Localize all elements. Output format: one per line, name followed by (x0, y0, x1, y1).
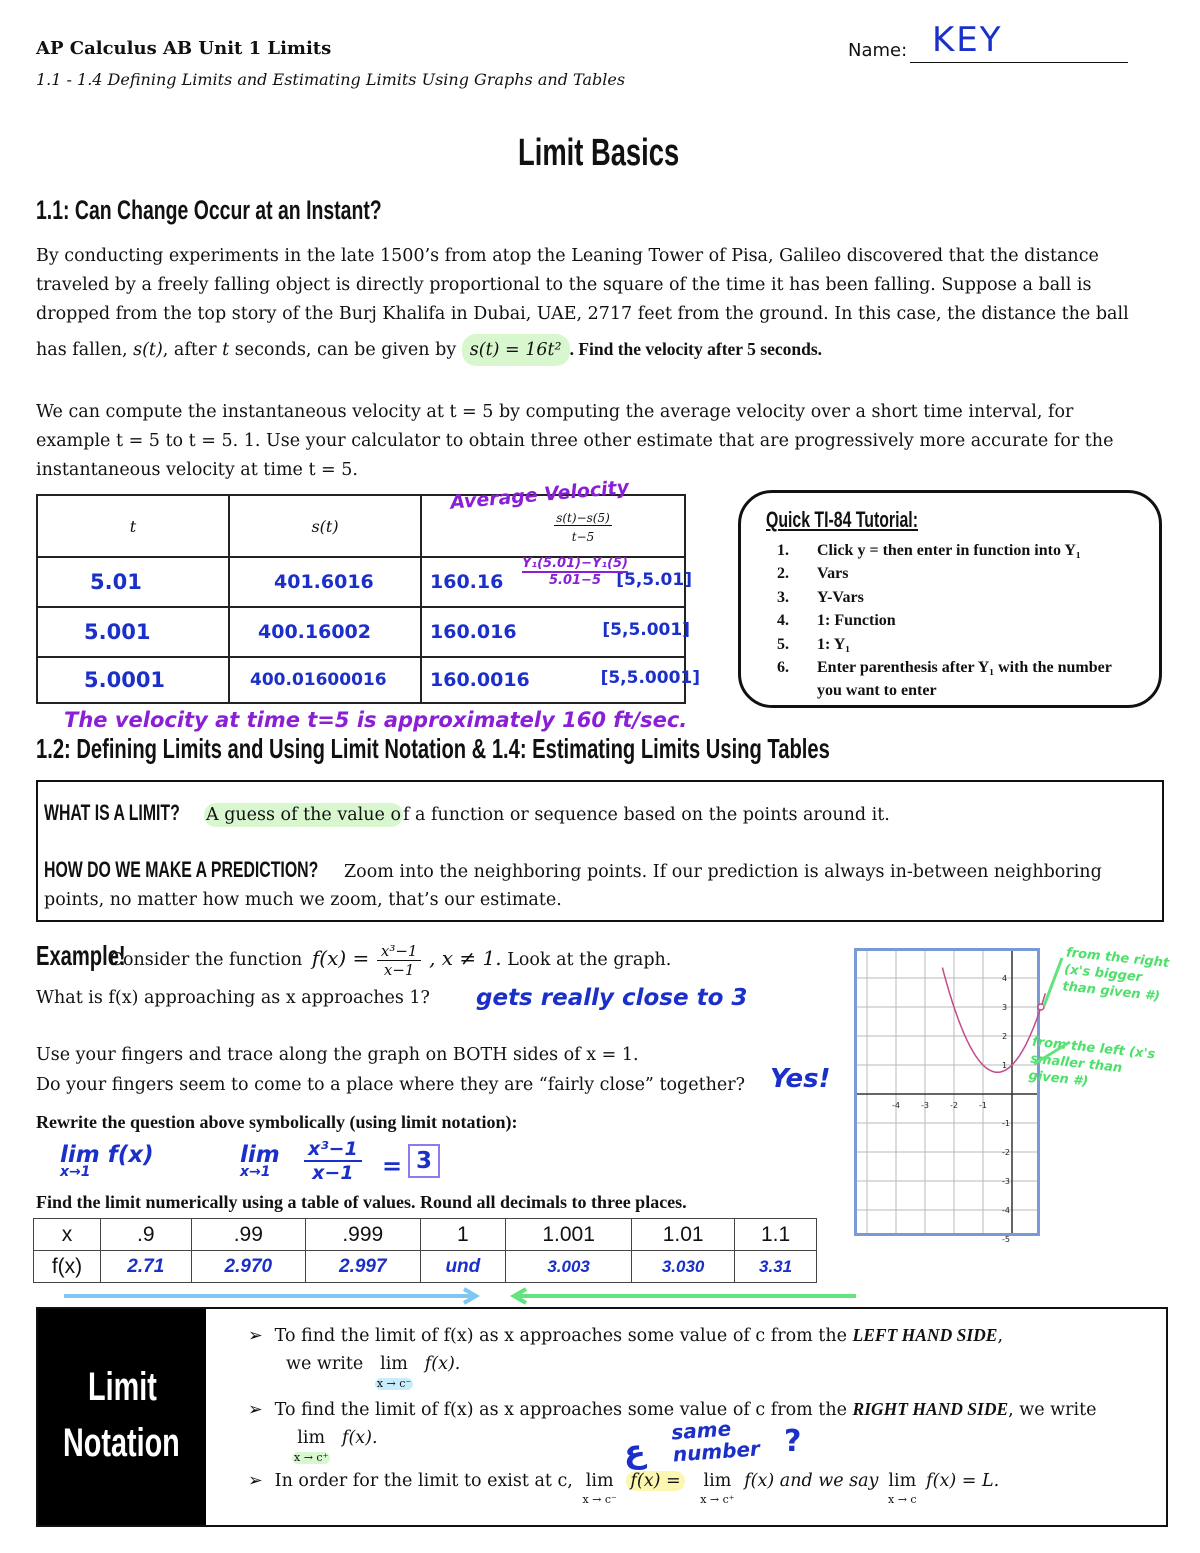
graph-note-right: from the right (x's bigger than given #) (1061, 945, 1170, 1005)
hw-brace-right: ? (784, 1424, 802, 1459)
tutorial-box (738, 490, 1162, 708)
list-item: 2. Vars (777, 565, 849, 583)
q2-answer-line2: points, no matter how much we zoom, that’s our estimate. (44, 890, 562, 910)
section1-heading: 1.1: Can Change Occur at an Instant? (36, 195, 382, 225)
hw-same-number: same number (670, 1416, 761, 1467)
q1-label: WHAT IS A LIMIT? (44, 800, 180, 825)
hw-brace-left: ع (624, 1432, 646, 1470)
y-tick-label: 4 (1002, 974, 1008, 983)
definition-box (36, 780, 1164, 922)
header-t: t (37, 495, 229, 557)
name-label: Name: (848, 40, 908, 61)
q2-label: HOW DO WE MAKE A PREDICTION? (44, 857, 319, 882)
graph-note-arrows (1010, 952, 1080, 1072)
table-row: x .9 .99 .999 1 1.001 1.01 1.1 (34, 1219, 817, 1251)
x-tick-label: -4 (892, 1101, 900, 1110)
notation-label-panel (38, 1309, 206, 1525)
table-row: 5.0001 400.01600016 160.0016 [5,5.0001] (37, 657, 685, 703)
hw-limit-2: lim x→1 (240, 1142, 280, 1180)
list-item: 6. Enter parenthesis after Y₁ with the number you want to enter (777, 659, 1112, 700)
notation-bullet-3: ➢ In order for the limit to exist at c, lim x → c⁻ f(x) = lim x → c⁺ f(x) and we say lim x → c f(x) = L. (248, 1471, 1000, 1506)
example-q2-answer: Yes! (770, 1064, 831, 1094)
y-tick-label: 1 (1002, 1061, 1008, 1070)
section1-para2: We can compute the instantaneous velocity at t = 5 by computing the average velocity over a short time interval, for example t = 5 to t = 5. 1. Use your calculator to obtain three other estimate that are progressively more accurate for the instantaneous velocity at time t = 5. (36, 402, 1114, 480)
list-item: 3. Y-Vars (777, 588, 864, 606)
y-tick-label: 2 (1002, 1032, 1008, 1041)
notation-label-2: Notation (63, 1421, 180, 1465)
header-avg-velocity: s(t)−s(5) t−5 (421, 495, 685, 557)
table-row: 5.001 400.16002 160.016 [5,5.001] (37, 607, 685, 657)
notation-label-1: Limit (88, 1365, 157, 1409)
y-tick-label: -4 (1002, 1206, 1010, 1215)
list-item: 5. 1: Y₁ (777, 635, 851, 653)
hw-equals: = (382, 1152, 403, 1180)
y-tick-label: -3 (1002, 1177, 1010, 1186)
table-row: f(x) 2.71 2.970 2.997 und 3.003 3.030 3.31 (34, 1251, 817, 1283)
page-title: Limit Basics (518, 132, 680, 174)
y-tick-label: -5 (1002, 1235, 1010, 1244)
notation-bullet-1: ➢ To find the limit of f(x) as x approaches some value of c from the LEFT HAND SIDE, we write lim x → c⁻ f(x). (248, 1325, 1004, 1390)
hw-fraction: x³−1 x−1 (304, 1138, 362, 1184)
example-q2: Use your fingers and trace along the graph on BOTH sides of x = 1. Do your fingers seem to come to a place where they are “fairly close” together? (36, 1045, 745, 1095)
hw-answer-box: 3 (408, 1144, 440, 1178)
example-label: Example! (36, 940, 126, 971)
section2-heading: 1.2: Defining Limits and Using Limit Notation & 1.4: Estimating Limits Using Tables (36, 733, 830, 764)
x-tick-label: -2 (950, 1101, 958, 1110)
y-tick-label: -1 (1002, 1119, 1010, 1128)
course-title: AP Calculus AB Unit 1 Limits (36, 38, 332, 59)
velocity-conclusion: The velocity at time t=5 is approximately 160 ft/sec. (64, 708, 688, 732)
tutorial-steps (777, 539, 1117, 703)
name-line (910, 62, 1128, 63)
example-q1-answer: gets really close to 3 (476, 985, 748, 1011)
graph-note-left: from the left (x's smaller than given #) (1027, 1034, 1156, 1090)
lesson-subtitle: 1.1 - 1.4 Defining Limits and Estimating Limits Using Graphs and Tables (36, 70, 626, 89)
q1-answer-highlight: A guess of the value o (206, 805, 401, 825)
section1-para1: By conducting experiments in the late 1500’s from atop the Leaning Tower of Pisa, Galileo discovered that the distance traveled by a freely falling object is directly proportional to the square of the time it has been falling. Suppose a ball is dropped from the top story of the Burj Khalifa in Dubai, UAE, 2717 feet from the ground. In this case, the distance the ball has fallen, s(t), after t seconds, can be given by s(t) = 16t² . Find the velocity after 5 seconds. (36, 242, 1129, 365)
example-q1: What is f(x) approaching as x approaches 1? (36, 988, 430, 1008)
calc-note: Y₁(5.01)−Y₁(5) 5.01−5 (522, 556, 628, 588)
velocity-table (36, 494, 700, 704)
header-s: s(t) (229, 495, 421, 557)
rewrite-prompt: Rewrite the question above symbolically (using limit notation): (36, 1112, 518, 1132)
notation-bullet-2: ➢ To find the limit of f(x) as x approaches some value of c from the RIGHT HAND SIDE, we write lim x → c⁺ f(x). (248, 1399, 1097, 1464)
x-tick-label: -1 (979, 1101, 987, 1110)
y-tick-label: -2 (1002, 1148, 1010, 1157)
example-intro: Example! Consider the function f(x) = $\frac{\text{x³−1}}{x-1}$ , x ≠ 1. Look at the graph. (36, 940, 672, 979)
avg-velocity-annotation: Average Velocity (449, 476, 630, 514)
position-formula: s(t) = 16t² (462, 334, 570, 366)
list-item: 4. 1: Function (777, 612, 896, 630)
find-velocity-prompt: . Find the velocity after 5 seconds. (569, 339, 823, 359)
list-item: 1. Click y = then enter in function into Y₁ (777, 542, 1081, 559)
direction-arrows (60, 1284, 860, 1308)
name-value: KEY (932, 20, 1003, 60)
x-tick-label: -3 (921, 1101, 929, 1110)
y-tick-label: 3 (1002, 1003, 1008, 1012)
q2-answer-line1: Zoom into the neighboring points. If our prediction is always in-between neighboring (344, 862, 1102, 882)
find-table-prompt: Find the limit numerically using a table of values. Round all decimals to three places. (36, 1192, 687, 1212)
table-row: 5.01 401.6016 160.16 [5,5.01] (37, 557, 685, 607)
notation-box (36, 1307, 1168, 1527)
q1-answer: f a function or sequence based on the points around it. (403, 805, 890, 825)
values-table (33, 1218, 817, 1283)
hw-limit-1: lim f(x) x→1 (60, 1142, 154, 1180)
tutorial-title: Quick TI-84 Tutorial: (766, 507, 918, 532)
